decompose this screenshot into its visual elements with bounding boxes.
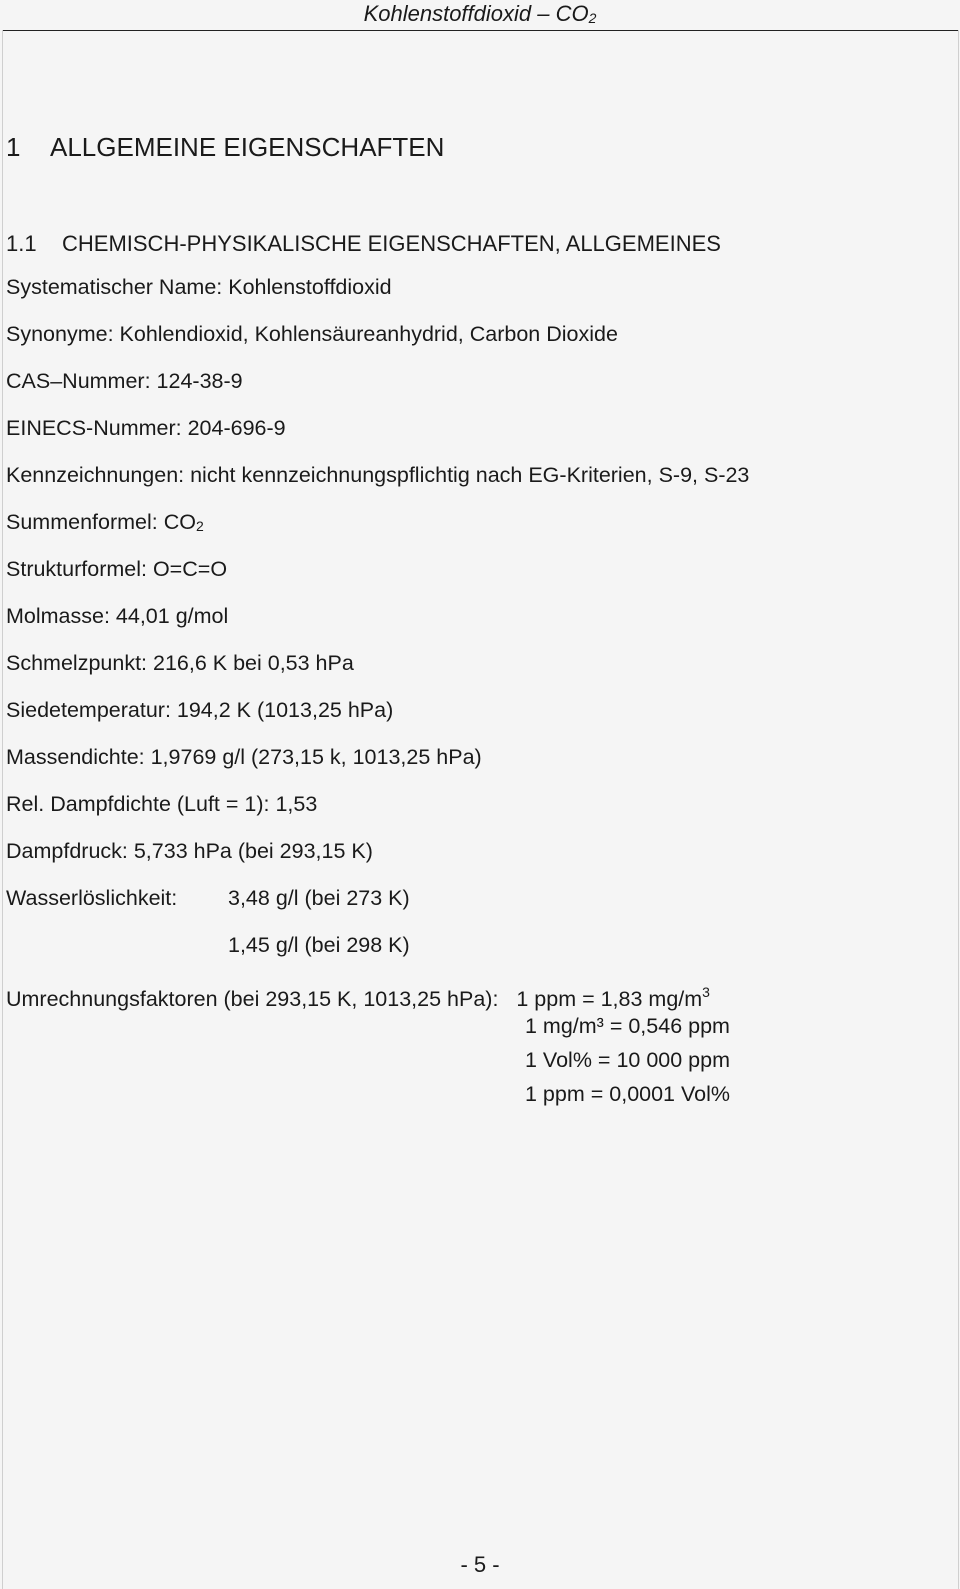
header-rule <box>2 30 958 31</box>
conversion-factor-1-superscript: 3 <box>702 984 710 1000</box>
conversion-label: Umrechnungsfaktoren (bei 293,15 K, 1013,25 hPa): <box>6 987 499 1011</box>
subsection-heading <box>6 229 721 259</box>
sum-formula-subscript: 2 <box>195 518 204 534</box>
boiling-point: Siedetemperatur: 194,2 K (1013,25 hPa) <box>6 698 394 722</box>
conversion-factor-2: 1 mg/m³ = 0,546 ppm <box>525 1014 730 1038</box>
section-title: ALLGEMEINE EIGENSCHAFTEN <box>50 132 445 162</box>
subsection-number: 1.1 <box>6 231 37 256</box>
water-solubility <box>6 884 177 912</box>
header-title: Kohlenstoffdioxid – CO <box>363 1 589 26</box>
conversion-factors <box>6 978 710 1013</box>
water-solubility-value-2: 1,45 g/l (bei 298 K) <box>228 933 410 957</box>
synonyms: Synonyme: Kohlendioxid, Kohlensäureanhydrid, Carbon Dioxide <box>6 322 618 346</box>
water-solubility-value-1: 3,48 g/l (bei 273 K) <box>228 886 410 910</box>
einecs-number: EINECS-Nummer: 204-696-9 <box>6 416 286 440</box>
labeling: Kennzeichnungen: nicht kennzeichnungspflichtig nach EG-Kriterien, S-9, S-23 <box>6 463 750 487</box>
systematic-name: Systematischer Name: Kohlenstoffdioxid <box>6 275 392 299</box>
structural-formula: Strukturformel: O=C=O <box>6 557 228 581</box>
page-border-left <box>2 30 3 1589</box>
cas-number: CAS–Nummer: 124-38-9 <box>6 369 243 393</box>
sum-formula <box>6 508 204 540</box>
melting-point: Schmelzpunkt: 216,6 K bei 0,53 hPa <box>6 651 354 675</box>
conversion-factor-1: 1 ppm = 1,83 mg/m <box>516 987 703 1011</box>
subsection-title: CHEMISCH-PHYSIKALISCHE EIGENSCHAFTEN, ALLGEMEINES <box>62 231 721 256</box>
relative-vapor-density: Rel. Dampfdichte (Luft = 1): 1,53 <box>6 792 318 816</box>
section-heading <box>6 130 444 164</box>
conversion-factor-3: 1 Vol% = 10 000 ppm <box>525 1048 730 1072</box>
vapor-pressure: Dampfdruck: 5,733 hPa (bei 293,15 K) <box>6 839 373 863</box>
header-subscript: 2 <box>588 10 597 26</box>
page-border-right <box>958 30 959 1589</box>
water-solubility-label: Wasserlöslichkeit: <box>6 886 178 910</box>
section-number: 1 <box>6 132 21 162</box>
mass-density: Massendichte: 1,9769 g/l (273,15 k, 1013,25 hPa) <box>6 745 482 769</box>
conversion-factor-4: 1 ppm = 0,0001 Vol% <box>525 1082 730 1106</box>
molar-mass: Molmasse: 44,01 g/mol <box>6 604 229 628</box>
page-header <box>0 0 960 28</box>
sum-formula-label: Summenformel: CO <box>6 510 196 534</box>
page-number: - 5 - <box>460 1552 500 1577</box>
